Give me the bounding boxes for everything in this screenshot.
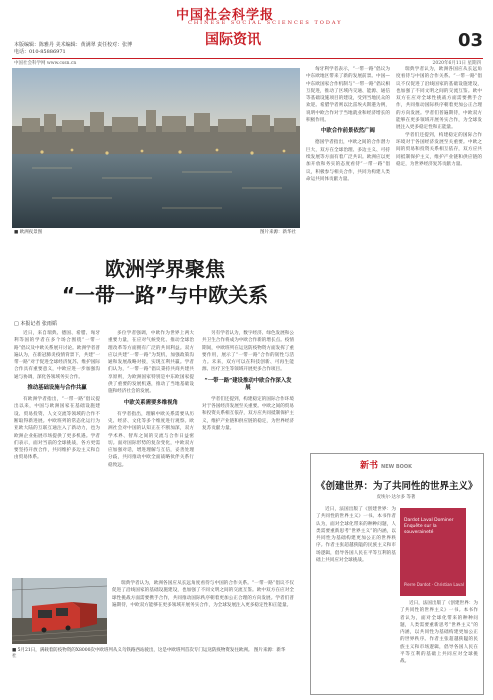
newspaper-title: 中国社会科学报 [176, 8, 275, 23]
paragraph: 有欧洲学者指出，“一带一路”倡议提出以来，中国与欧洲国家在基础设施建设、贸易投资、人文交流等领域的合作不断取得新进展。中欧班列的常态化运行为亚欧大陆的互联互通注入了新动力，也为欧洲企业拓展市场提供了更多机遇。学者们表示，面对当前的全球挑战，各方更需要坚持开放合作，共同维护多边主义和自由贸易体系。 [14, 397, 100, 461]
book-cover-author: Pierre Dardot · Christian Laval [404, 582, 464, 587]
book-review-text: 近日，法国出版了《创建世界：为了共同性的世界主义》一书。本书作者认为，面对全球化带来的种种问题，人类需要重新思考“世界主义”的内涵，以共同性为基础构建更加公正的世界秩序。作者主张超越狭隘的民族主义和市场逻辑，倡导各国人民在平等互利的基础上共同应对全球挑战。 [400, 601, 478, 665]
article-column-4 [306, 66, 390, 449]
page-number: 03 [457, 30, 483, 51]
book-authors: 皮埃尔·达尔多 等著 [376, 495, 416, 500]
article-column-3 [202, 330, 294, 575]
headline-line-2: “一带一路”与中欧关系 [61, 283, 269, 307]
subheading: 中欧关系需要多维视角 [124, 399, 178, 406]
top-photo-caption-text: ■ 欧洲夜景图 [14, 230, 43, 235]
website-label: 中国社会科学网 www.cssn.cn [14, 61, 77, 66]
paragraph: 有学者指出，理解中欧关系需要从历史、经济、文化等多个维度进行观察。欧洲社会对中国的认知正在不断加深，双方学术界、智库之间的交流与合作日益密切。面对国际形势的复杂变化，中欧双方应加强对话，增进理解与互信，妥善处理分歧，共同推动中欧全面战略伙伴关系行稳致远。 [108, 411, 194, 468]
train-photo [12, 578, 107, 644]
editors-info [14, 42, 132, 56]
harbor-city-photo [12, 68, 300, 228]
editors-line: 本版编辑：陈雅丹 美术编辑：黄满翠 责任校对：张博 [14, 42, 133, 48]
paragraph: 近日，来自瑞典、德国、希腊、匈牙利等国的学者在多个场合围绕“一带一路”倡议及中欧关系展开讨论。欧洲学者普遍认为，在新冠肺炎疫情背景下，共建“一带一路”对于促进全球经济复苏、维护国际合作具有重要意义，中欧应进一步加强沟通与协调，深化各领域务实合作。 [14, 331, 100, 380]
paragraph: 多位学者强调，中欧作为世界上两大重要力量，在应对气候变化、推动全球治理改革等方面拥有广泛的共同利益。双方应以共建“一带一路”为契机，加强政策沟通和发展战略对接，实现互利共赢。学者们认为，“一带一路”倡议秉持共商共建共享原则，为欧洲国家特别是中东欧国家提供了重要的发展机遇，推动了当地基础设施和经济社会的发展。 [108, 331, 194, 395]
article-column-5 [396, 66, 482, 449]
book-title: 《创建世界：为了共同性的世界主义》 [316, 481, 478, 492]
paragraph: 学者们还提到，构建稳定的国际合作环境对于各国经济发展至关重要。中欧之间的贸易和投资关系相互依存，双方应共同抵制保护主义，维护产业链和供应链的稳定，为世界经济复苏贡献力量。 [202, 396, 294, 431]
paragraph: 德国学者指出，中欧之间的合作潜力巨大，双方在全球治理、多边主义、可持续发展等方面有着广泛共识。欧洲应以更加开放和务实的态度看待“一带一路”倡议，积极参与相关合作，共同为构建人类命运共同体贡献力量。 [306, 140, 390, 182]
article-column-1 [14, 330, 100, 575]
subheading: 推动基础设施与合作共赢 [27, 385, 87, 392]
book-cover-title: Dardot Laval Dominer Enquête sur la souveraineté [404, 518, 454, 535]
article-column-3-bottom [112, 580, 294, 648]
book-review-column-2 [400, 600, 478, 689]
paragraph: 瑞典学者认为，欧洲各国应从长远角度看待与中国的合作关系。“一带一路”倡议不仅促进了沿线国家的基础设施建设，也加强了不同文明之间的交流互鉴。欧中双方在应对全球性挑战方面需要携手合作，共同推动国际秩序朝着更加公正合理的方向发展。学者们普遍期待，中欧双方能够在更多领域开展务实合作，为全球发展注入更多稳定性和正能量。 [396, 67, 482, 131]
top-photo-credit: 图片来源：新华社 [260, 230, 296, 235]
byline: □ 本报记者 张雨韬 [14, 321, 57, 327]
book-review-column [316, 506, 396, 689]
masthead [0, 0, 493, 58]
book-cover [400, 508, 466, 596]
train-photo-caption: ■ 5月21日，满载着防疫物资的X8000次中欧班列从义乌铁路西站驶出，这是中欧班列首次专门运送防疫物资发往欧洲。 图片来源：新华社 [12, 648, 286, 659]
paragraph: 另有学者认为，数字经济、绿色发展和公共卫生合作将成为中欧合作新的增长点。疫情期间，中欧班列在运送防疫物资方面发挥了重要作用，展示了“一带一路”合作的韧性与活力。未来，双方可以在科技创新、可再生能源、医疗卫生等领域开展更多合作项目。 [202, 331, 294, 373]
new-book-tag [360, 458, 412, 471]
new-book-tag-cn: 新书 [360, 461, 379, 471]
paragraph: 匈牙利学者表示，“一带一路”倡议为中东欧地区带来了新的发展前景。中国—中东欧国家合作机制与“一带一路”倡议相互促进，推动了区域内交通、能源、通信等基础设施项目的建设，受到当地民众的欢迎。希腊学者则以比雷埃夫斯港为例，说明中欧合作对于当地就业和经济增长的积极作用。 [306, 67, 390, 124]
article-column-2 [108, 330, 194, 575]
paragraph: 瑞典学者认为，欧洲各国应从长远角度看待与中国的合作关系。“一带一路”倡议不仅促进了沿线国家的基础设施建设，也加强了不同文明之间的交流互鉴。欧中双方在应对全球性挑战方面需要携手合作，共同推动国际秩序朝着更加公正合理的方向发展。学者们普遍期待，中欧双方能够在更多领域开展务实合作，为全球发展注入更多稳定性和正能量。 [112, 581, 294, 608]
headline-line-1: 欧洲学界聚焦 [105, 257, 225, 281]
paragraph: 学者们还提到，构建稳定的国际合作环境对于各国经济发展至关重要。中欧之间的贸易和投资关系相互依存，双方应共同抵制保护主义，维护产业链和供应链的稳定，为世界经济复苏贡献力量。 [396, 132, 482, 167]
book-review-text: 近日，法国出版了《创建世界：为了共同性的世界主义》一书。本书作者认为，面对全球化带来的种种问题，人类需要重新思考“世界主义”的内涵，以共同性为基础构建更加公正的世界秩序。作者主张超越狭隘的民族主义和市场逻辑，倡导各国人民在平等互利的基础上共同应对全球挑战。 [316, 507, 396, 564]
phone-line: 电话：010-85886971 [14, 49, 66, 55]
article-headline [40, 256, 290, 308]
issue-date: 2020年6月11日 星期四 [432, 61, 481, 66]
subheading: “一带一路”建设推动中欧合作深入发展 [204, 377, 292, 391]
newspaper-subtitle: CHINESE SOCIAL SCIENCES TODAY [188, 20, 343, 26]
subheading: 中欧合作前景依然广阔 [321, 128, 375, 135]
section-title: 国际资讯 [205, 32, 261, 48]
top-photo-caption [14, 229, 296, 235]
new-book-tag-en: NEW BOOK [381, 464, 413, 470]
